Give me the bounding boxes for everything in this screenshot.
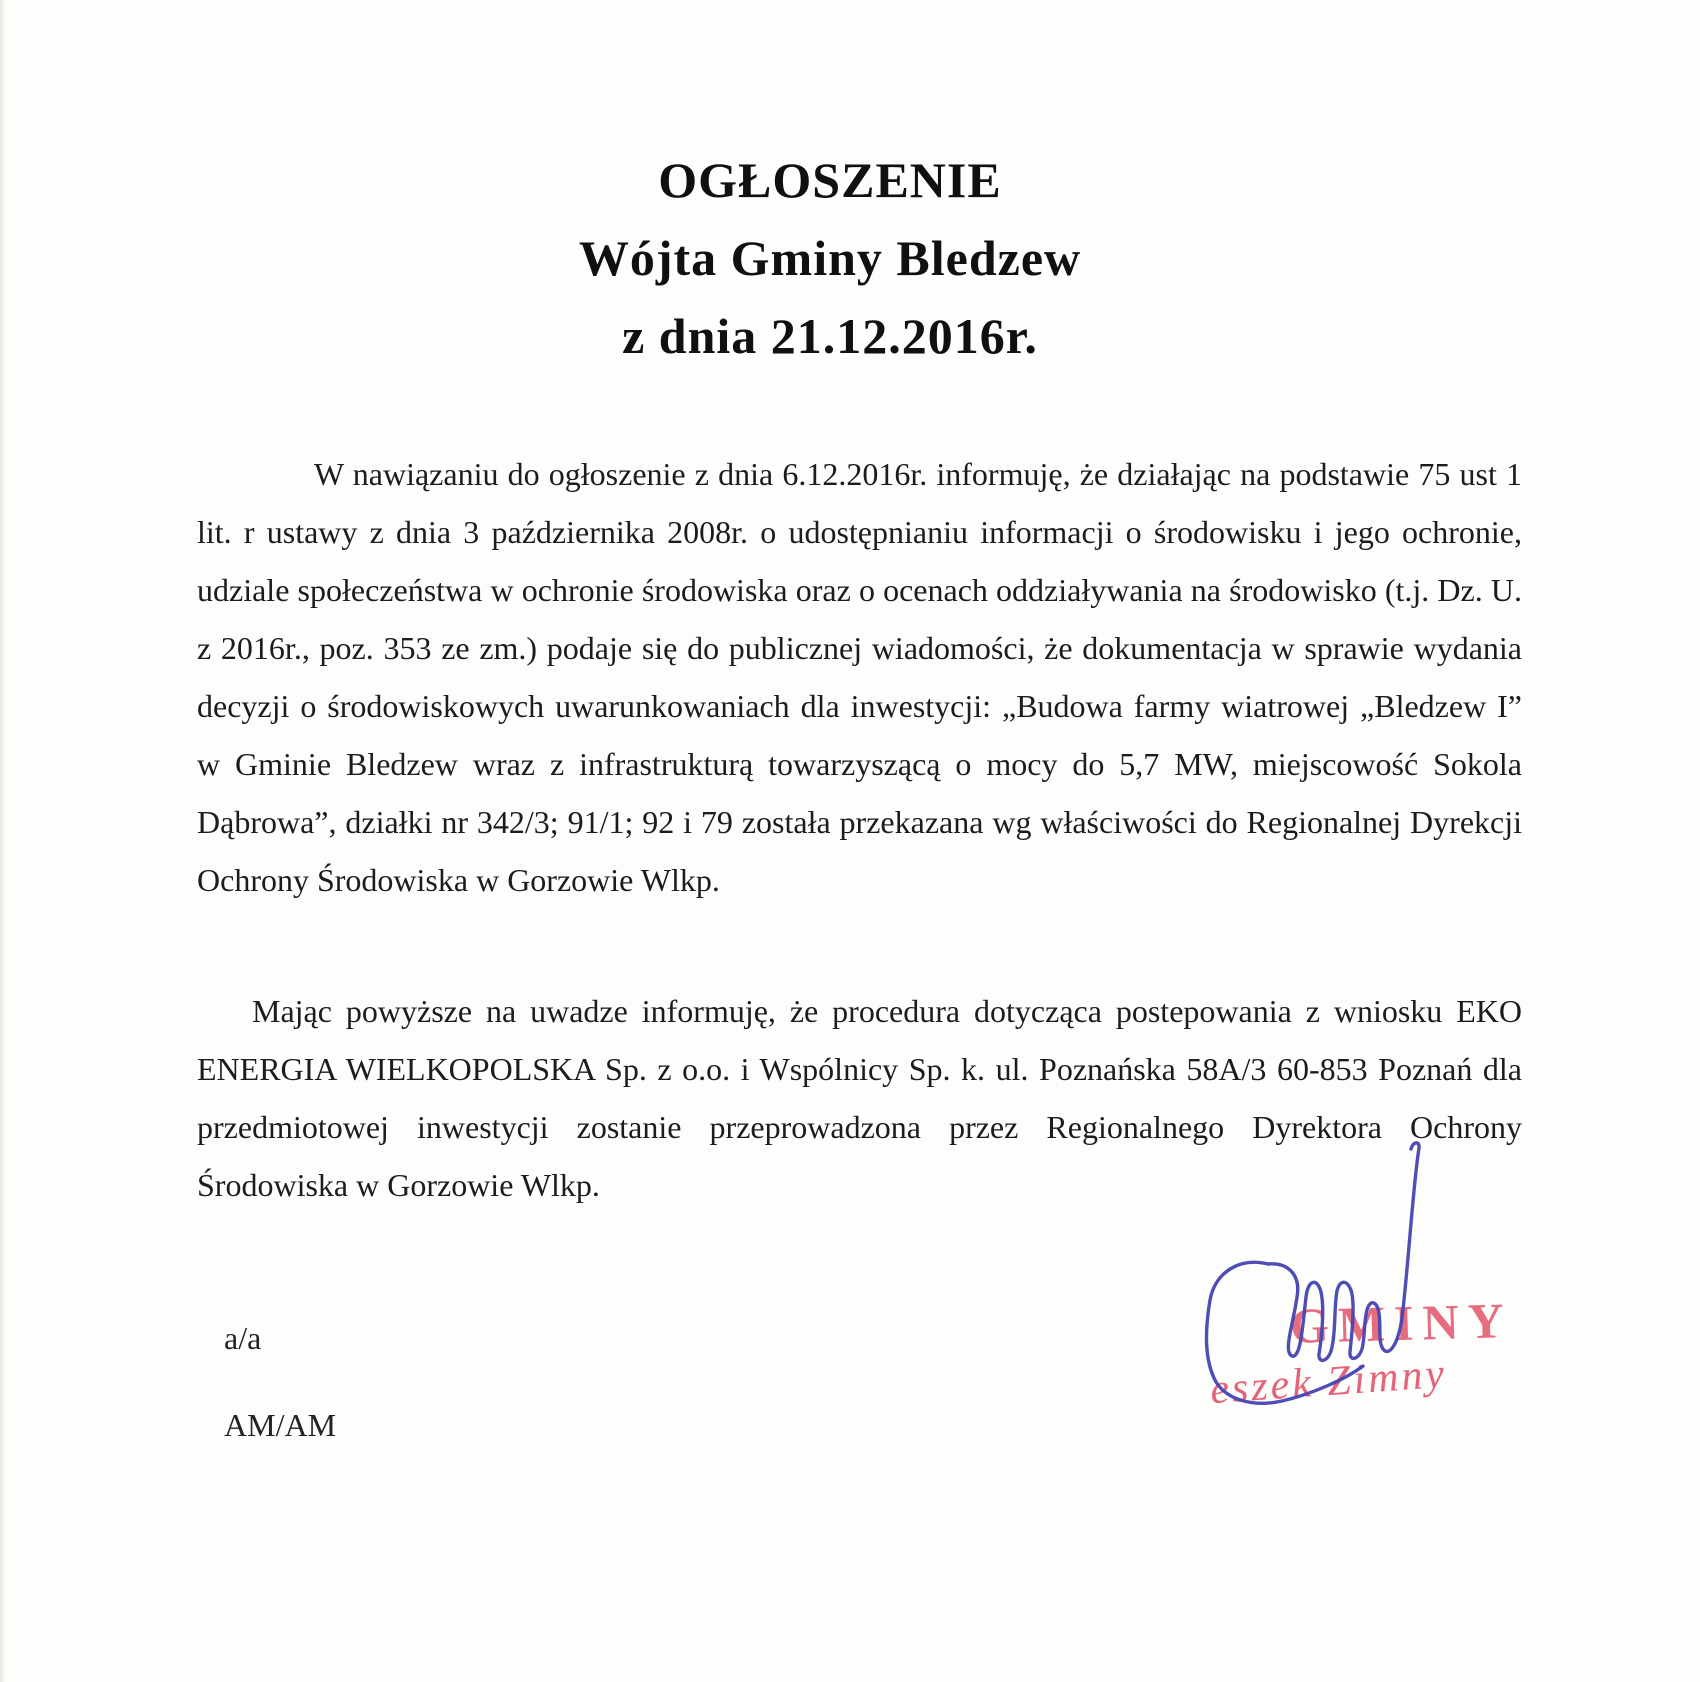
handwritten-signature: [1080, 1120, 1500, 1480]
stamp-name-text: eszek Zimny: [1208, 1350, 1449, 1414]
paragraph-legal-basis: W nawiązaniu do ogłoszenie z dnia 6.12.2016r. informuję, że działając na podstawie 75 ust 1 lit. r ustawy z dnia 3 października 2008r. o udostępnianiu informacji o środowisku i jego ochronie, udziale społeczeństwa w ochronie środowiska oraz o ocenach oddziaływania na środowisko (t.j. Dz. U. z 2016r., poz. 353 ze zm.) podaje się do publicznej wiadomości, że dokumentacja w sprawie wydania decyzji o środowiskowych uwarunkowaniach dla inwestycji: „Budowa farmy wiatrowej „Bledzew I” w Gminie Bledzew wraz z infrastrukturą towarzyszącą o mocy do 5,7 MW, miejscowość Sokola Dąbrowa”, działki nr 342/3; 91/1; 92 i 79 została przekazana wg właściwości do Regionalnej Dyrekcji Ochrony Środowiska w Gorzowie Wlkp.: [197, 456, 1522, 898]
stamp-office-text: GMINY: [1289, 1292, 1514, 1354]
clerk-initials: AM/AM: [224, 1407, 337, 1443]
title-line-date: z dnia 21.12.2016r.: [622, 308, 1038, 364]
title-line-announcement: OGŁOSZENIE: [658, 152, 1002, 208]
signature-strokes: [1206, 1143, 1419, 1403]
paragraph-procedure: Mając powyższe na uwadze informuję, że procedura dotycząca postepowania z wniosku EKO ENERGIA WIELKOPOLSKA Sp. z o.o. i Wspólnicy Sp. k. ul. Poznańska 58A/3 60-853 Poznań dla przedmiotowej inwestycji zostanie przeprowadzona przez Regionalnego Dyrektora Ochrony Środowiska w Gorzowie Wlkp.: [197, 993, 1522, 1203]
scanner-edge-artifact: [0, 0, 6, 1682]
title-line-author: Wójta Gminy Bledzew: [578, 230, 1082, 286]
archive-note: a/a: [224, 1320, 262, 1356]
document-title: [150, 141, 1510, 375]
